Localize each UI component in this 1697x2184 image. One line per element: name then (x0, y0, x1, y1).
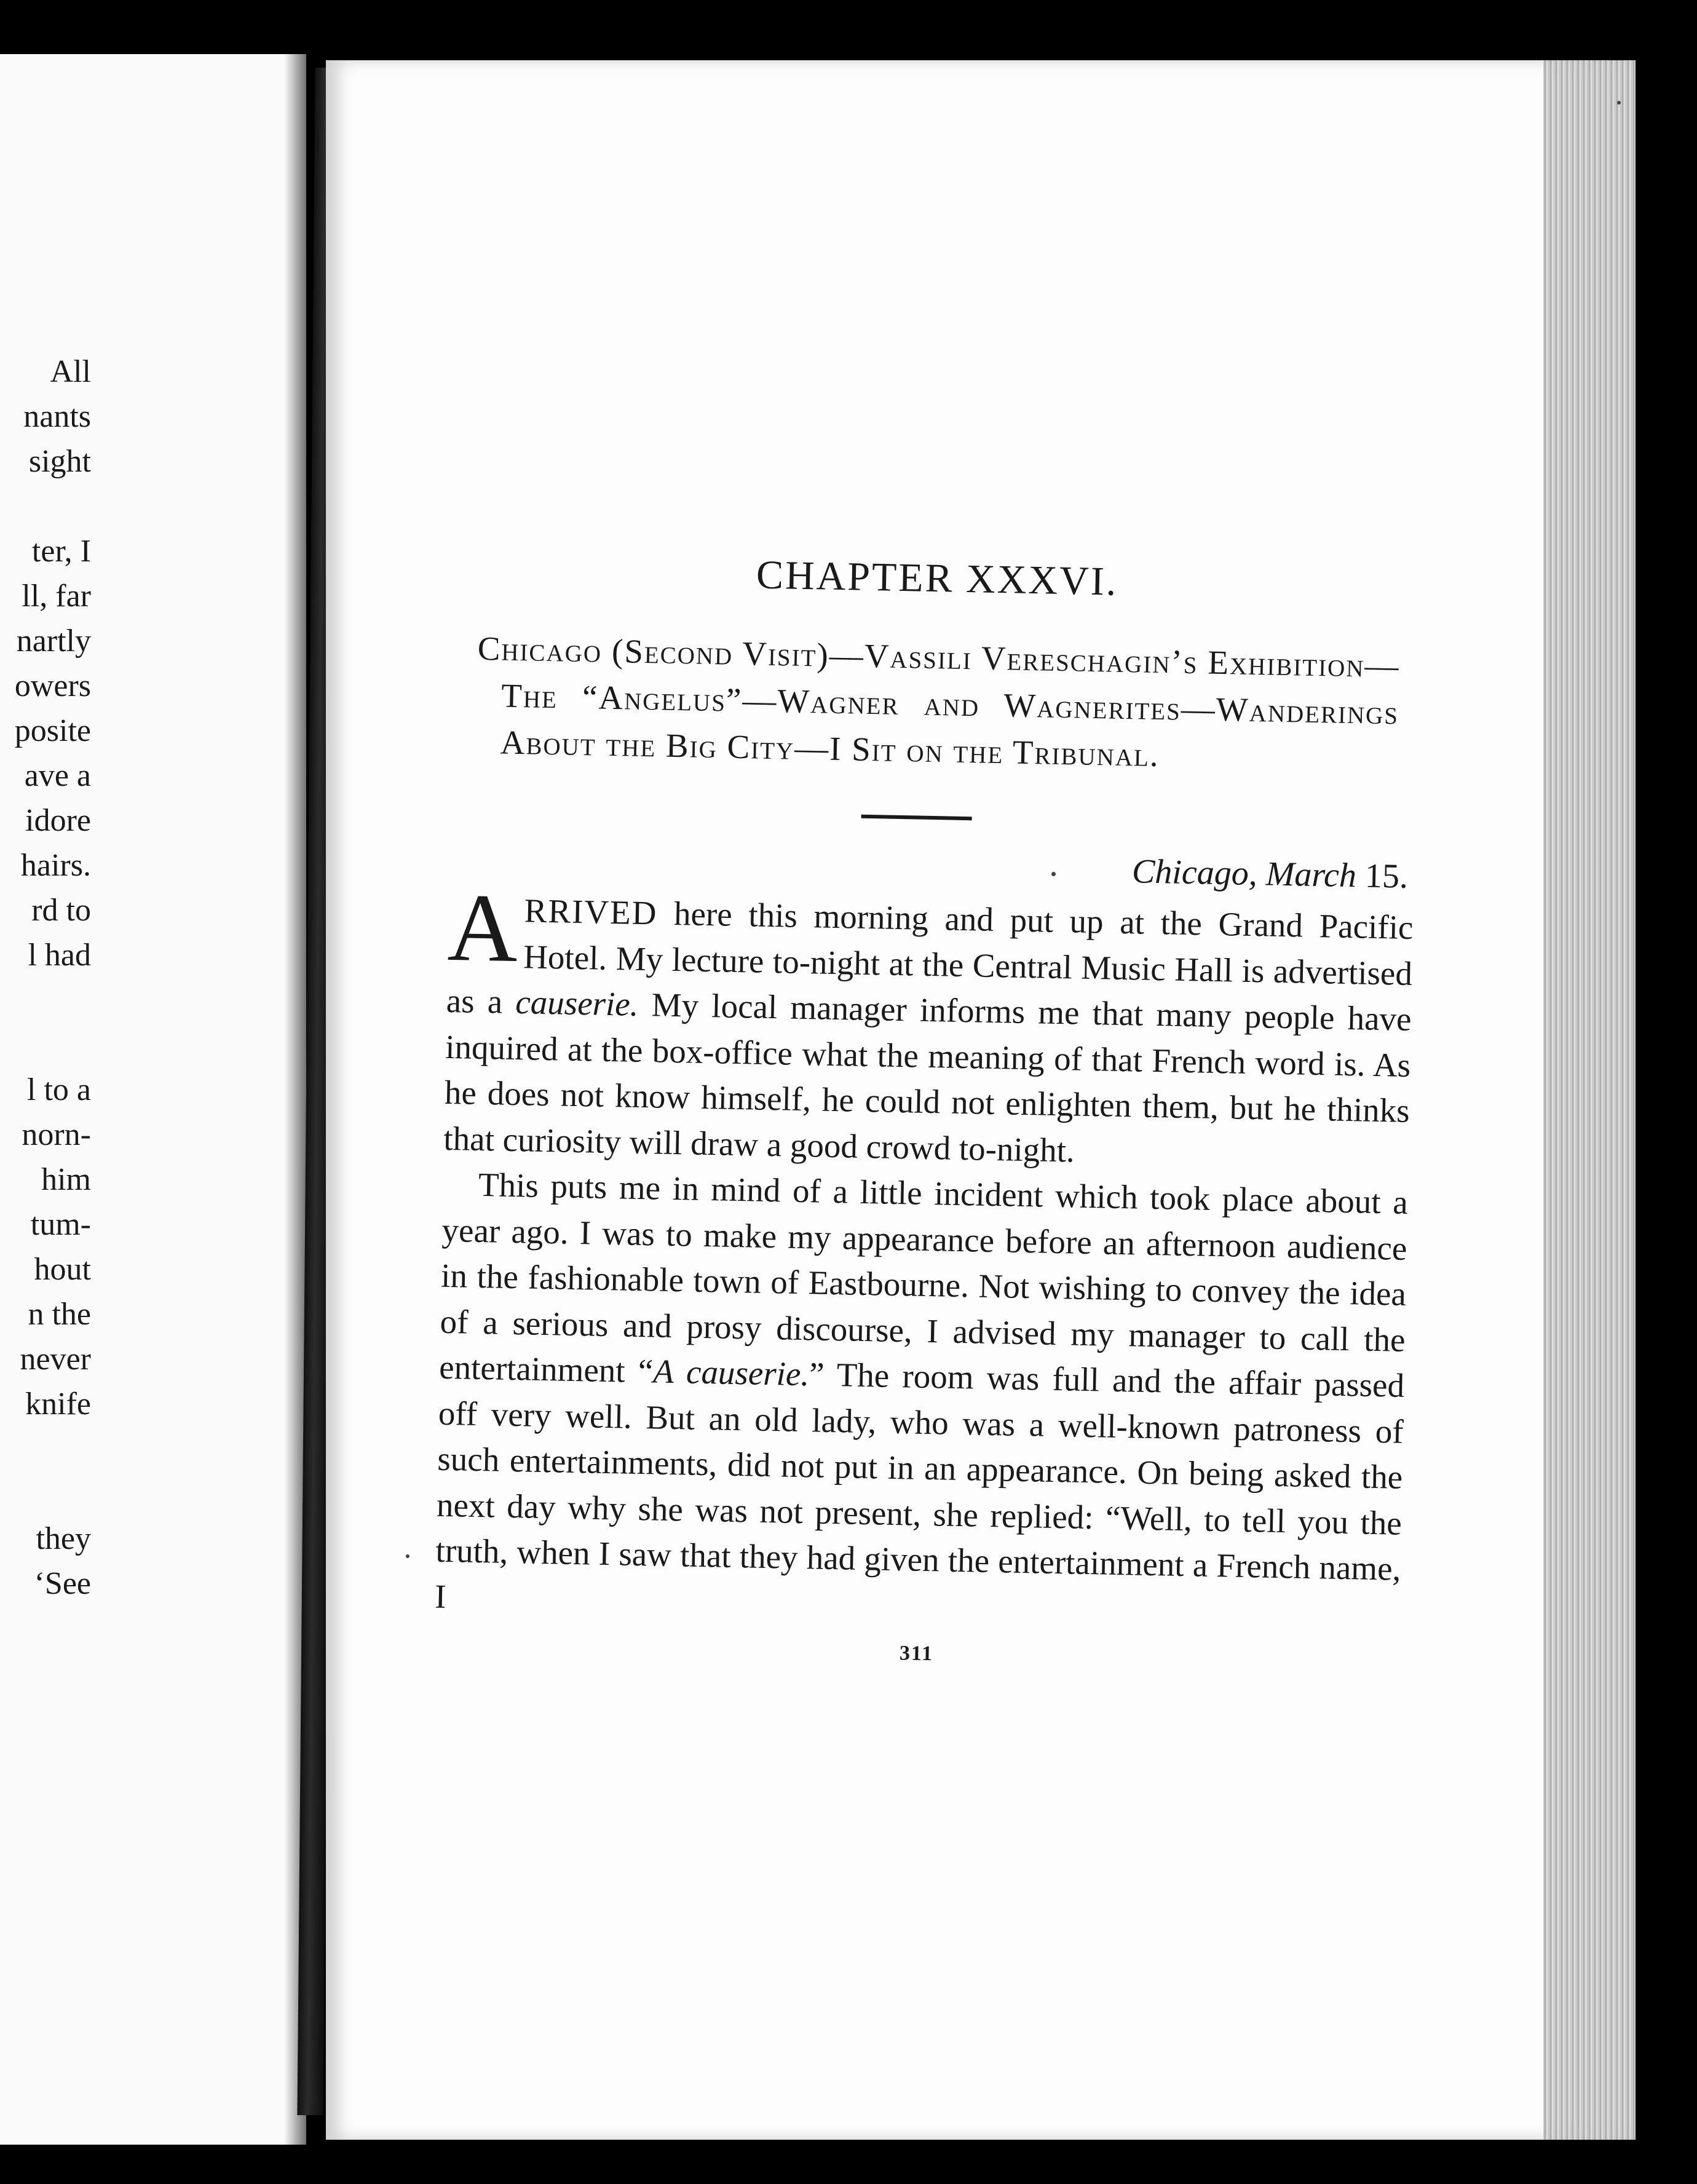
facing-line: n the (28, 1297, 91, 1332)
paragraph-2-text-end: ” The room was full and the affair passed off very well. But an old lady, who was a well-known patroness of such entertainments, did not put in an appearance. On being asked the next day why she was not present, she replied: “Well, to tell you the truth, when I saw that they had given the entertainment a French name, I (434, 1355, 1405, 1615)
paragraph-2 (434, 1161, 1408, 1638)
scan-speck (406, 1554, 409, 1558)
facing-line: knife (25, 1387, 91, 1422)
facing-line (0, 1471, 91, 1516)
dateline-place: Chicago, March (1131, 852, 1357, 895)
scan-speck (1051, 872, 1056, 876)
facing-line: they (36, 1521, 91, 1556)
facing-line: norn- (22, 1117, 91, 1152)
facing-line (0, 484, 91, 529)
facing-line: never (20, 1342, 91, 1377)
lead-caps: RRIVED (524, 892, 659, 932)
facing-line: sight (28, 444, 91, 479)
dateline (449, 839, 1409, 896)
facing-line: idore (25, 803, 91, 838)
facing-line (0, 1023, 91, 1067)
facing-line (0, 978, 91, 1023)
facing-line: ave a (24, 758, 91, 793)
facing-line: l to a (27, 1072, 91, 1107)
scan-speck (1617, 101, 1621, 105)
paragraph-1-text-end: My local manager informs me that many people have inquired at the box-office what the meaning of that French word is. As he does not know himself, he could not enlighten them, but he thinks that curiosity will draw a good crowd to-night. (443, 985, 1412, 1169)
facing-line: nartly (16, 623, 91, 659)
facing-line: l had (28, 938, 91, 973)
chapter-summary: Chicago (Second Visit)—Vassili Vereschagin’s Exhibition—The “Angelus”—Wagner and Wagnerites—Wanderings About the Big City—I Sit on the Tribunal. (477, 629, 1401, 774)
drop-cap: A (446, 873, 519, 983)
facing-line: posite (14, 713, 91, 748)
paragraph-2-text: This puts me in mind of a little incident which took place about a year ago. I was to make my appearance before an afternoon audience in the fashionable town of Eastbourne. Not wishing to convey the idea of a serious and prosy discourse, I advised my manager to call the entertainment “ (438, 1165, 1409, 1390)
facing-line: rd to (31, 893, 91, 928)
facing-line: ll, far (22, 579, 91, 614)
dateline-day: 15. (1364, 857, 1409, 896)
facing-line: hout (34, 1252, 91, 1287)
paragraph-1-italic: causerie. (515, 983, 639, 1023)
facing-line (0, 1426, 91, 1471)
paragraph-1-text: here this morning and put up at the Grand Pacific Hotel. My lecture to-night at the Central Music Hall is advertised as a (446, 894, 1414, 1021)
facing-line: ter, I (31, 534, 91, 569)
facing-line: tum- (30, 1207, 91, 1242)
chapter-title: CHAPTER XXXVI. (756, 552, 1118, 604)
facing-line: ‘See (34, 1566, 91, 1601)
page-content (433, 546, 1420, 1675)
facing-line: hairs. (20, 848, 91, 883)
section-rule (861, 815, 972, 820)
page-edges (1543, 60, 1636, 2140)
facing-line: owers (14, 668, 91, 703)
book-page (326, 60, 1636, 2140)
facing-line: All (50, 354, 91, 389)
facing-page-text (0, 54, 91, 1606)
facing-line: nants (23, 399, 91, 434)
paragraph-2-italic: A causerie. (652, 1352, 810, 1393)
page-number: 311 (899, 1642, 934, 1666)
facing-page (0, 54, 306, 2145)
facing-line: him (41, 1162, 91, 1197)
